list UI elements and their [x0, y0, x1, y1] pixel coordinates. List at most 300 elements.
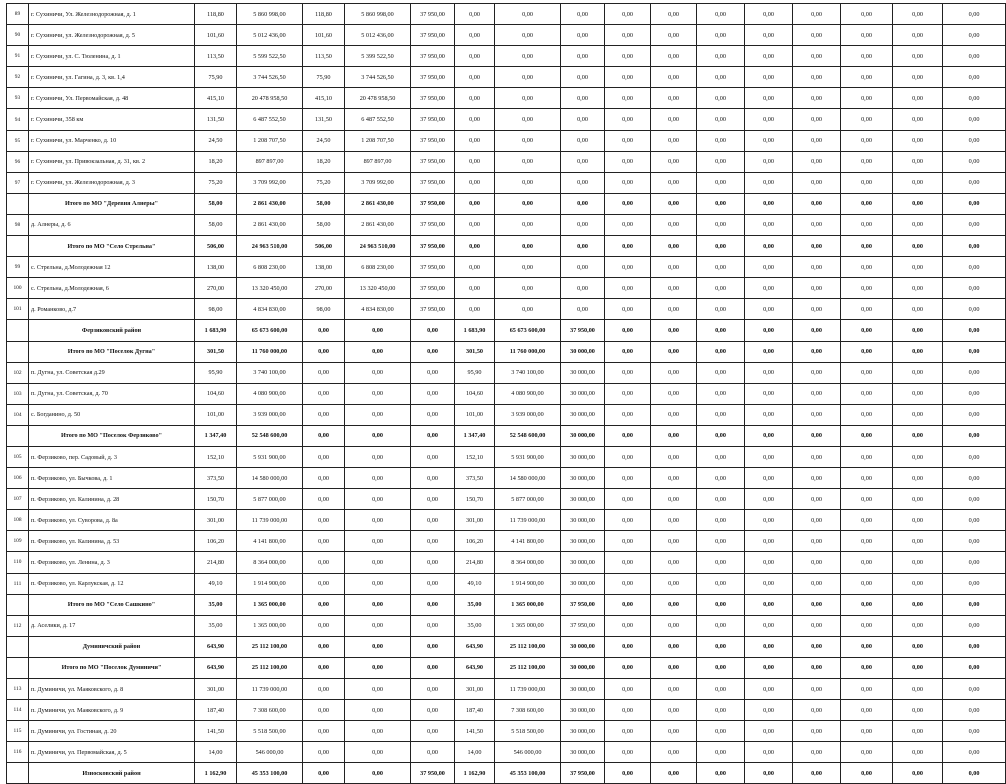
- row-number-cell: [7, 657, 29, 678]
- document-sheet: [6, 3, 1006, 784]
- value-cell: 37 950,00: [411, 193, 455, 214]
- value-cell: 0,00: [605, 383, 651, 404]
- value-cell: 0,00: [893, 615, 943, 636]
- value-cell: 0,00: [651, 636, 697, 657]
- value-cell: 897 897,00: [345, 151, 411, 172]
- value-cell: 0,00: [841, 404, 893, 425]
- value-cell: 24 963 510,00: [237, 236, 303, 257]
- value-cell: 0,00: [745, 615, 793, 636]
- value-cell: 0,00: [455, 25, 495, 46]
- value-cell: 0,00: [605, 489, 651, 510]
- value-cell: 546 000,00: [237, 742, 303, 763]
- value-cell: 0,00: [651, 320, 697, 341]
- row-number-cell: 105: [7, 446, 29, 467]
- value-cell: 0,00: [841, 4, 893, 25]
- value-cell: 0,00: [745, 257, 793, 278]
- value-cell: 0,00: [605, 88, 651, 109]
- value-cell: 37 950,00: [561, 763, 605, 784]
- value-cell: 0,00: [893, 425, 943, 446]
- value-cell: 0,00: [943, 4, 1006, 25]
- value-cell: 415,10: [195, 88, 237, 109]
- value-cell: 0,00: [605, 25, 651, 46]
- value-cell: 214,80: [455, 552, 495, 573]
- value-cell: 0,00: [943, 193, 1006, 214]
- row-number-cell: [7, 341, 29, 362]
- value-cell: 30 000,00: [561, 531, 605, 552]
- value-cell: 0,00: [697, 552, 745, 573]
- value-cell: 0,00: [651, 679, 697, 700]
- value-cell: 0,00: [697, 130, 745, 151]
- address-cell: г. Сухиничи, ул. Привокзальная, д. 31, кв. 2: [29, 151, 195, 172]
- value-cell: 0,00: [893, 130, 943, 151]
- value-cell: 0,00: [943, 151, 1006, 172]
- value-cell: 0,00: [651, 341, 697, 362]
- value-cell: 0,00: [651, 299, 697, 320]
- value-cell: 643,90: [195, 657, 237, 678]
- value-cell: 0,00: [561, 257, 605, 278]
- value-cell: 0,00: [841, 573, 893, 594]
- value-cell: 14 580 000,00: [237, 468, 303, 489]
- value-cell: 0,00: [495, 46, 561, 67]
- table-row: [7, 552, 1006, 573]
- value-cell: 0,00: [411, 636, 455, 657]
- value-cell: 25 112 100,00: [495, 657, 561, 678]
- value-cell: 8 364 000,00: [237, 552, 303, 573]
- row-number-cell: 102: [7, 362, 29, 383]
- value-cell: 0,00: [411, 489, 455, 510]
- value-cell: 270,00: [195, 278, 237, 299]
- value-cell: 0,00: [943, 742, 1006, 763]
- value-cell: 0,00: [841, 67, 893, 88]
- value-cell: 643,90: [455, 636, 495, 657]
- value-cell: 0,00: [841, 236, 893, 257]
- value-cell: 0,00: [745, 742, 793, 763]
- value-cell: 0,00: [745, 721, 793, 742]
- value-cell: 0,00: [841, 25, 893, 46]
- value-cell: 52 548 600,00: [495, 425, 561, 446]
- value-cell: 0,00: [697, 109, 745, 130]
- row-number-cell: 94: [7, 109, 29, 130]
- value-cell: 0,00: [411, 383, 455, 404]
- value-cell: 0,00: [455, 236, 495, 257]
- value-cell: 0,00: [841, 299, 893, 320]
- value-cell: 0,00: [651, 4, 697, 25]
- value-cell: 643,90: [195, 636, 237, 657]
- row-number-cell: 110: [7, 552, 29, 573]
- value-cell: 4 080 900,00: [495, 383, 561, 404]
- value-cell: 0,00: [793, 552, 841, 573]
- value-cell: 0,00: [745, 214, 793, 235]
- value-cell: 0,00: [793, 172, 841, 193]
- table-row: [7, 383, 1006, 404]
- value-cell: 0,00: [495, 130, 561, 151]
- value-cell: 0,00: [841, 320, 893, 341]
- value-cell: 37 950,00: [411, 46, 455, 67]
- value-cell: 138,00: [195, 257, 237, 278]
- value-cell: 0,00: [745, 46, 793, 67]
- value-cell: 0,00: [605, 214, 651, 235]
- subtotal-label-cell: Итого по МО "Село Сашкино": [29, 594, 195, 615]
- value-cell: 0,00: [697, 236, 745, 257]
- value-cell: 35,00: [455, 594, 495, 615]
- value-cell: 0,00: [943, 446, 1006, 467]
- value-cell: 0,00: [561, 278, 605, 299]
- address-cell: г. Сухиничи, Ул. Первомайская, д. 48: [29, 88, 195, 109]
- value-cell: 2 861 430,00: [345, 193, 411, 214]
- subtotal-row: [7, 236, 1006, 257]
- value-cell: 0,00: [495, 67, 561, 88]
- value-cell: 1 347,40: [195, 425, 237, 446]
- value-cell: 0,00: [697, 25, 745, 46]
- value-cell: 0,00: [793, 679, 841, 700]
- value-cell: 0,00: [345, 320, 411, 341]
- value-cell: 37 950,00: [561, 320, 605, 341]
- value-cell: 30 000,00: [561, 468, 605, 489]
- row-number-cell: 111: [7, 573, 29, 594]
- value-cell: 0,00: [561, 25, 605, 46]
- value-cell: 0,00: [793, 25, 841, 46]
- value-cell: 0,00: [455, 299, 495, 320]
- value-cell: 0,00: [605, 425, 651, 446]
- value-cell: 0,00: [793, 299, 841, 320]
- value-cell: 58,00: [195, 214, 237, 235]
- table-row: [7, 573, 1006, 594]
- value-cell: 0,00: [651, 446, 697, 467]
- value-cell: 0,00: [345, 657, 411, 678]
- value-cell: 0,00: [745, 362, 793, 383]
- value-cell: 0,00: [697, 679, 745, 700]
- value-cell: 0,00: [651, 615, 697, 636]
- value-cell: 0,00: [495, 278, 561, 299]
- value-cell: 3 744 526,50: [345, 67, 411, 88]
- value-cell: 37 950,00: [561, 615, 605, 636]
- subtotal-row: [7, 763, 1006, 784]
- row-number-cell: 99: [7, 257, 29, 278]
- value-cell: 0,00: [411, 679, 455, 700]
- value-cell: 214,80: [195, 552, 237, 573]
- value-cell: 1 683,90: [455, 320, 495, 341]
- value-cell: 0,00: [893, 299, 943, 320]
- value-cell: 0,00: [943, 489, 1006, 510]
- address-cell: п. Ферзиково, ул. Калинина, д. 53: [29, 531, 195, 552]
- value-cell: 0,00: [745, 636, 793, 657]
- value-cell: 0,00: [455, 88, 495, 109]
- value-cell: 0,00: [893, 763, 943, 784]
- value-cell: 0,00: [495, 236, 561, 257]
- value-cell: 58,00: [195, 193, 237, 214]
- address-cell: г. Сухиничи, ул. Железнодорожная, д. 5: [29, 25, 195, 46]
- value-cell: 30 000,00: [561, 510, 605, 531]
- value-cell: 5 877 000,00: [495, 489, 561, 510]
- value-cell: 0,00: [411, 341, 455, 362]
- value-cell: 7 308 600,00: [237, 700, 303, 721]
- value-cell: 1 208 707,50: [237, 130, 303, 151]
- value-cell: 11 739 000,00: [237, 510, 303, 531]
- value-cell: 0,00: [745, 468, 793, 489]
- value-cell: 0,00: [697, 193, 745, 214]
- value-cell: 98,00: [303, 299, 345, 320]
- value-cell: 0,00: [841, 383, 893, 404]
- table-row: [7, 362, 1006, 383]
- value-cell: 0,00: [605, 193, 651, 214]
- value-cell: 0,00: [411, 552, 455, 573]
- value-cell: 0,00: [893, 404, 943, 425]
- value-cell: 0,00: [455, 214, 495, 235]
- value-cell: 0,00: [943, 257, 1006, 278]
- value-cell: 187,40: [455, 700, 495, 721]
- value-cell: 0,00: [943, 425, 1006, 446]
- address-cell: п. Ферзиково, пер. Садовый, д. 3: [29, 446, 195, 467]
- value-cell: 0,00: [651, 109, 697, 130]
- value-cell: 1 914 900,00: [495, 573, 561, 594]
- value-cell: 0,00: [303, 742, 345, 763]
- value-cell: 0,00: [841, 510, 893, 531]
- value-cell: 30 000,00: [561, 362, 605, 383]
- value-cell: 0,00: [943, 67, 1006, 88]
- value-cell: 25 112 100,00: [495, 636, 561, 657]
- value-cell: 0,00: [411, 468, 455, 489]
- value-cell: 1 914 900,00: [237, 573, 303, 594]
- value-cell: 0,00: [697, 46, 745, 67]
- value-cell: 30 000,00: [561, 636, 605, 657]
- value-cell: 0,00: [745, 88, 793, 109]
- address-cell: г. Сухиничи, ул. Марченко, д. 10: [29, 130, 195, 151]
- value-cell: 0,00: [793, 109, 841, 130]
- table-row: [7, 531, 1006, 552]
- value-cell: 0,00: [841, 88, 893, 109]
- value-cell: 118,80: [303, 4, 345, 25]
- value-cell: 0,00: [605, 531, 651, 552]
- value-cell: 0,00: [651, 362, 697, 383]
- value-cell: 0,00: [605, 468, 651, 489]
- subtotal-row: [7, 636, 1006, 657]
- value-cell: 0,00: [411, 573, 455, 594]
- value-cell: 0,00: [793, 573, 841, 594]
- value-cell: 0,00: [893, 700, 943, 721]
- table-row: [7, 67, 1006, 88]
- value-cell: 0,00: [345, 446, 411, 467]
- subtotal-row: [7, 341, 1006, 362]
- value-cell: 2 861 430,00: [237, 214, 303, 235]
- value-cell: 0,00: [893, 172, 943, 193]
- value-cell: 14 580 000,00: [495, 468, 561, 489]
- row-number-cell: 112: [7, 615, 29, 636]
- value-cell: 0,00: [943, 46, 1006, 67]
- value-cell: 14,00: [455, 742, 495, 763]
- value-cell: 0,00: [841, 679, 893, 700]
- row-number-cell: 98: [7, 214, 29, 235]
- housing-fund-table: [6, 3, 1006, 784]
- value-cell: 0,00: [745, 657, 793, 678]
- value-cell: 0,00: [943, 657, 1006, 678]
- address-cell: г. Сухиничи, Ул. Железнодорожная, д. 1: [29, 4, 195, 25]
- value-cell: 0,00: [651, 657, 697, 678]
- value-cell: 0,00: [745, 425, 793, 446]
- value-cell: 0,00: [841, 362, 893, 383]
- value-cell: 546 000,00: [495, 742, 561, 763]
- value-cell: 0,00: [605, 742, 651, 763]
- value-cell: 0,00: [697, 4, 745, 25]
- value-cell: 0,00: [893, 573, 943, 594]
- value-cell: 0,00: [561, 88, 605, 109]
- subtotal-row: [7, 425, 1006, 446]
- value-cell: 0,00: [697, 742, 745, 763]
- value-cell: 1 208 707,50: [345, 130, 411, 151]
- value-cell: 0,00: [455, 257, 495, 278]
- value-cell: 104,60: [195, 383, 237, 404]
- value-cell: 0,00: [943, 594, 1006, 615]
- table-row: [7, 88, 1006, 109]
- value-cell: 0,00: [345, 742, 411, 763]
- value-cell: 65 673 600,00: [495, 320, 561, 341]
- value-cell: 0,00: [841, 109, 893, 130]
- value-cell: 0,00: [793, 742, 841, 763]
- value-cell: 0,00: [745, 341, 793, 362]
- value-cell: 11 760 000,00: [237, 341, 303, 362]
- address-cell: п. Ферзиково, ул. Суворова, д. 8а: [29, 510, 195, 531]
- value-cell: 35,00: [195, 615, 237, 636]
- value-cell: 0,00: [651, 468, 697, 489]
- value-cell: 0,00: [793, 657, 841, 678]
- value-cell: 0,00: [605, 172, 651, 193]
- value-cell: 0,00: [841, 489, 893, 510]
- value-cell: 0,00: [793, 531, 841, 552]
- value-cell: 113,50: [303, 46, 345, 67]
- table-row: [7, 25, 1006, 46]
- value-cell: 0,00: [893, 721, 943, 742]
- value-cell: 0,00: [303, 489, 345, 510]
- value-cell: 0,00: [793, 236, 841, 257]
- value-cell: 0,00: [697, 657, 745, 678]
- value-cell: 0,00: [495, 172, 561, 193]
- row-number-cell: [7, 425, 29, 446]
- value-cell: 301,50: [195, 341, 237, 362]
- value-cell: 0,00: [697, 88, 745, 109]
- value-cell: 0,00: [697, 341, 745, 362]
- address-cell: п. Ферзиково, ул. Калинина, д. 28: [29, 489, 195, 510]
- value-cell: 0,00: [455, 4, 495, 25]
- value-cell: 75,20: [303, 172, 345, 193]
- value-cell: 3 740 100,00: [495, 362, 561, 383]
- value-cell: 0,00: [697, 510, 745, 531]
- value-cell: 30 000,00: [561, 657, 605, 678]
- value-cell: 35,00: [195, 594, 237, 615]
- value-cell: 0,00: [605, 700, 651, 721]
- value-cell: 301,00: [195, 510, 237, 531]
- value-cell: 0,00: [495, 4, 561, 25]
- value-cell: 0,00: [455, 151, 495, 172]
- value-cell: 0,00: [793, 763, 841, 784]
- value-cell: 0,00: [841, 278, 893, 299]
- value-cell: 0,00: [943, 721, 1006, 742]
- value-cell: 301,00: [455, 510, 495, 531]
- value-cell: 0,00: [745, 299, 793, 320]
- value-cell: 0,00: [793, 383, 841, 404]
- row-number-cell: 109: [7, 531, 29, 552]
- value-cell: 0,00: [561, 193, 605, 214]
- value-cell: 0,00: [561, 172, 605, 193]
- table-row: [7, 109, 1006, 130]
- value-cell: 5 012 436,00: [237, 25, 303, 46]
- value-cell: 0,00: [793, 151, 841, 172]
- table-row: [7, 446, 1006, 467]
- value-cell: 0,00: [651, 425, 697, 446]
- value-cell: 0,00: [697, 362, 745, 383]
- value-cell: 0,00: [561, 130, 605, 151]
- value-cell: 0,00: [651, 130, 697, 151]
- value-cell: 0,00: [605, 615, 651, 636]
- value-cell: 0,00: [745, 4, 793, 25]
- value-cell: 37 950,00: [411, 257, 455, 278]
- value-cell: 0,00: [651, 278, 697, 299]
- value-cell: 0,00: [303, 763, 345, 784]
- value-cell: 0,00: [893, 46, 943, 67]
- value-cell: 0,00: [561, 109, 605, 130]
- table-body: [7, 4, 1006, 784]
- value-cell: 0,00: [943, 510, 1006, 531]
- value-cell: 0,00: [697, 299, 745, 320]
- value-cell: 0,00: [697, 67, 745, 88]
- value-cell: 0,00: [455, 172, 495, 193]
- value-cell: 30 000,00: [561, 700, 605, 721]
- value-cell: 106,20: [195, 531, 237, 552]
- value-cell: 0,00: [605, 657, 651, 678]
- value-cell: 0,00: [841, 341, 893, 362]
- value-cell: 0,00: [793, 278, 841, 299]
- value-cell: 0,00: [345, 679, 411, 700]
- value-cell: 0,00: [893, 742, 943, 763]
- value-cell: 0,00: [841, 700, 893, 721]
- value-cell: 0,00: [651, 594, 697, 615]
- value-cell: 131,50: [195, 109, 237, 130]
- value-cell: 0,00: [943, 636, 1006, 657]
- value-cell: 0,00: [893, 320, 943, 341]
- value-cell: 0,00: [561, 151, 605, 172]
- value-cell: 0,00: [745, 700, 793, 721]
- value-cell: 0,00: [841, 615, 893, 636]
- value-cell: 0,00: [793, 88, 841, 109]
- value-cell: 0,00: [651, 46, 697, 67]
- value-cell: 0,00: [345, 341, 411, 362]
- address-cell: с. Стрельна, д.Молодежная 12: [29, 257, 195, 278]
- value-cell: 25 112 100,00: [237, 636, 303, 657]
- value-cell: 0,00: [893, 446, 943, 467]
- address-cell: п. Дугна, ул. Советская, д. 70: [29, 383, 195, 404]
- value-cell: 4 834 830,00: [237, 299, 303, 320]
- value-cell: 30 000,00: [561, 425, 605, 446]
- address-cell: с. Богданино, д. 50: [29, 404, 195, 425]
- value-cell: 0,00: [893, 657, 943, 678]
- value-cell: 0,00: [745, 172, 793, 193]
- value-cell: 37 950,00: [411, 130, 455, 151]
- value-cell: 3 939 000,00: [495, 404, 561, 425]
- value-cell: 5 599 522,50: [237, 46, 303, 67]
- value-cell: 6 808 230,00: [237, 257, 303, 278]
- value-cell: 0,00: [697, 383, 745, 404]
- value-cell: 0,00: [841, 552, 893, 573]
- value-cell: 0,00: [793, 193, 841, 214]
- address-cell: п. Ферзиково, ул. Карлукская, д. 12: [29, 573, 195, 594]
- value-cell: 0,00: [345, 510, 411, 531]
- value-cell: 1 347,40: [455, 425, 495, 446]
- value-cell: 0,00: [303, 383, 345, 404]
- address-cell: д. Романково, д.7: [29, 299, 195, 320]
- value-cell: 0,00: [605, 763, 651, 784]
- value-cell: 30 000,00: [561, 446, 605, 467]
- value-cell: 24 963 510,00: [345, 236, 411, 257]
- value-cell: 373,50: [455, 468, 495, 489]
- value-cell: 0,00: [697, 763, 745, 784]
